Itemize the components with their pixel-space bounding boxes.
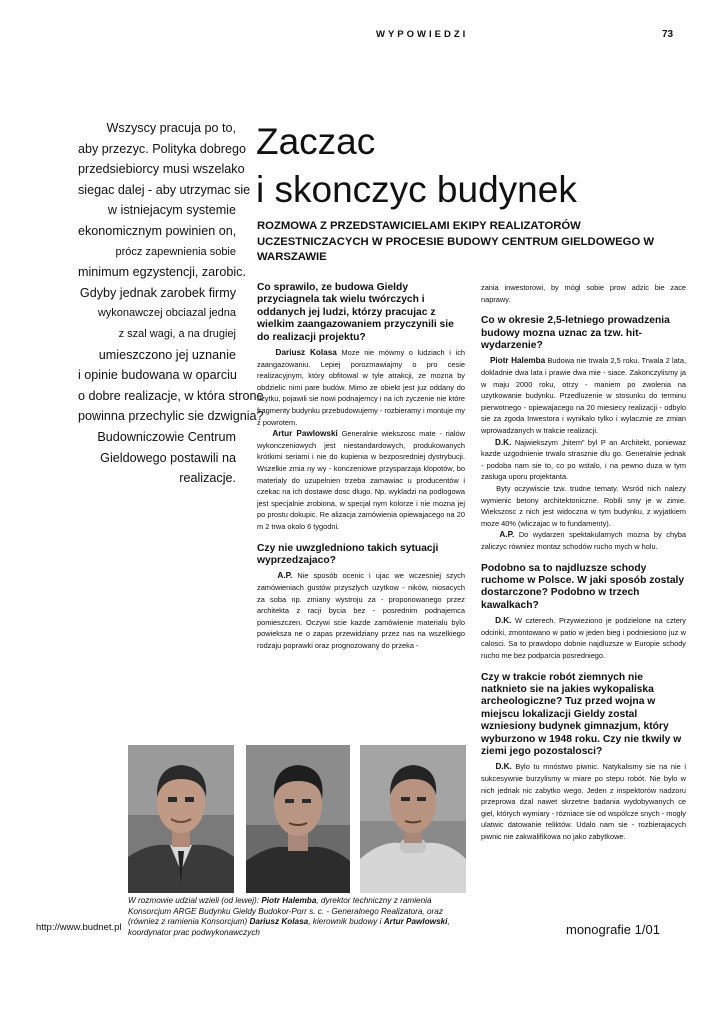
caption-person-name: Artur Pawlowski	[383, 917, 448, 927]
speaker-name: D.K.	[495, 762, 512, 772]
portrait-photo-left	[128, 745, 234, 893]
pull-quote-line: i opinie budowana w oparciu	[78, 368, 237, 383]
answer-text: W czterech. Przywieziono je podzielone na cztery odcinki, zmontowano w patio w jeden bieg i podniesiono juz w calosci. Sa to prawdopo dobnie najdluzsze w Europie schody rucho me bez podparcia posredniego.	[481, 616, 686, 660]
article-title-line: Zaczac	[256, 121, 376, 162]
interview-question: Co w okresie 2,5-letniego prowadzenia budowy mozna uznac za tzw. hit-wydarzenie?	[481, 315, 670, 351]
interview-question: Co sprawilo, ze budowa Gieldy przyciagnela tak wielu twórczych i oddanych jej ludzi, którzy pracujac z wielkim zaangazowaniem przyczynili sie do realizacji projektu?	[257, 282, 454, 343]
speaker-name: Piotr Halemba	[489, 356, 546, 366]
pull-quote-line: powinna przechylic sie dzwignia?	[78, 409, 264, 424]
speaker-name: Dariusz Kolasa	[275, 348, 337, 358]
pull-quote-line: Gdyby jednak zarobek firmy	[79, 285, 236, 300]
answer-paragraph	[257, 570, 465, 651]
article-title-line: i skonczyc budynek	[256, 169, 577, 210]
section-label: WYPOWIEDZI	[376, 29, 469, 40]
answer-paragraph	[257, 428, 465, 532]
article-subtitle-line: UCZESTNICZACYCH W PROCESIE BUDOWY CENTRUM GIELDOWEGO W WARSZAWIE	[257, 235, 655, 263]
pull-quote	[78, 118, 264, 489]
answer-text: zania inwestorowi, by mógl sobie prow adzic bie zace naprawy.	[481, 283, 686, 304]
pull-quote-line: realizacje.	[179, 471, 236, 486]
article-title	[256, 118, 577, 214]
answer-paragraph	[481, 437, 686, 483]
pull-quote-line: z szal wagi, a na drugiej	[118, 327, 236, 340]
pull-quote-line: Wszyscy pracuja po to,	[106, 121, 236, 135]
answer-paragraph	[481, 529, 686, 552]
speaker-name: A.P.	[277, 571, 293, 581]
interview-question: Czy nie uwzgledniono takich sytuacji wyprzedzajaco?	[257, 542, 439, 566]
speaker-name: Artur Pawlowski	[272, 429, 338, 439]
pull-quote-line: Gieldowego postawili na	[100, 450, 236, 465]
answer-paragraph	[257, 347, 465, 428]
answer-text: Nie sposób ocenic i ujac we wczesniej szych zamówieniach gustów przyszlych uzytkow - ników, niosacych za soba np. zmiany wystroju za - proponowanego przez architekta z racji bycia bez - posrednim podnajemca pomieszczen. Oczywi scie kazde zamówienie materialu bylo powieksza ne o zapas przewidziany przez nas na wszelkiego rodzaju poprawki oraz prognozowany do przeka -	[257, 571, 465, 650]
speaker-name: D.K.	[495, 616, 512, 626]
pull-quote-line: w istniejacym systemie	[107, 203, 236, 218]
caption-text: W rozmowie udzial wzieli (od lewej):	[128, 896, 262, 905]
page-number: 73	[662, 29, 674, 40]
answer-text: Do wydarzen spektakularnych mozna by chyba zaliczyc równiez montaz schodów rucho mych w holu.	[481, 530, 686, 551]
caption-text: , koordynator prac podwykonawczych	[128, 917, 450, 937]
caption-text: , dyrektor techniczny z ramienia Konsorcjum ARGE Budynku Gieldy Budokor-Porr s. c. - Generalnego Realizatora, oraz (równiez z ramienia Konsorcjum)	[128, 896, 443, 927]
interview-question: Podobno sa to najdluzsze schody ruchome w Polsce. W jaki sposób zostaly dostarczone? Podobno w trzech kawalkach?	[481, 562, 685, 611]
issue-label: monografie 1/01	[566, 922, 660, 937]
pull-quote-line: prócz zapewnienia sobie	[115, 245, 236, 258]
answer-text: Moze nie mówmy o ludziach i ich zaangazowaniu. Lepiej porozmawiajmy o pro cesie realizacyjnym, który obfitowal w tyle atrakcji, ze mozna by obdzielic nimi pare budów. Mimo ze obiekt jest juz oddany do uzytku, pojawili sie nowi podnajemcy i na ich zyczenie nie które fragmenty budynku przebudowujemy - rozbieramy i montuje my z powrotem.	[257, 348, 466, 427]
pull-quote-line: umieszczono jej uznanie	[98, 347, 236, 362]
pull-quote-line: o dobre realizacje, w która strone	[78, 388, 264, 403]
caption-person-name: Dariusz Kolasa	[249, 917, 309, 927]
answer-paragraph	[481, 483, 686, 529]
pull-quote-line: minimum egzystencji, zarobic.	[78, 265, 246, 280]
answer-paragraph	[481, 615, 686, 661]
answer-text: Generalnie wiekszosc mate - rialów wykonczeniowych jest niestandardowych, produkowanych krótkimi seriami i nie do kupienia w bezposredniej dystrybucji. Wszelkie zmia ny wy - konczeniowe przysparzaja klopotów, bo materialy do uzupelnien trzeba zamawiac u producentów i czekac na ich dostawe dosc dlugo. Np. wykladzi na podlogowa jest specjalnie zrobiona, w specjal nym kolorze i nie mozna jej po prostu dokupic. Re alizacja zamówienia opiewajacego na 20 m 2 trwa okolo 6 tygodni.	[257, 429, 466, 531]
interview-question: Czy w trakcie robót ziemnych nie natknieto sie na jakies wykopaliska archeologiczne? Tuz przed wojna w miejscu lokalizacji Gieldy zostal wzniesiony budynek gimnazjum, który wyburzono w 1948 roku. Czy nie tkwily w ziemi jego pozostalosci?	[481, 671, 682, 757]
answer-paragraph	[481, 355, 686, 436]
text-column-right	[481, 282, 686, 843]
answer-text: Bylo tu mnóstwo piwnic. Natykalismy sie na nie i sukcesywnie burzylismy w miare po stepu robót. Nie bylo w nich jednak nic zabytko wego. Jeden z inspektorów nadzoru przeprowa dzal nawet skrzetne badania wydobywanych ce giel, których wymiary - rózniace sie od wspólcze snych - mogly ulatwic datowanie reliktów. Udalo nam sie - rozbierajacych piwnic nie zakwalifikowa no jako zabytkowe.	[481, 762, 686, 841]
pull-quote-line: siegac dalej - aby utrzymac sie	[78, 182, 251, 197]
portrait-photo-right	[360, 745, 466, 893]
portrait-left-image	[128, 745, 234, 893]
portrait-right-image	[360, 745, 466, 893]
article-subtitle	[257, 219, 725, 266]
caption-text: , kierownik budowy i	[308, 917, 384, 927]
photo-caption	[128, 896, 476, 938]
pull-quote-line: ekonomicznym powinien on,	[78, 223, 237, 238]
website-url: http://www.budnet.pl	[36, 922, 122, 933]
article-subtitle-line: ROZMOWA Z PRZEDSTAWICIELAMI EKIPY REALIZATORÓW	[257, 220, 581, 232]
pull-quote-line: przedsiebiorcy musi wszelako	[78, 162, 245, 177]
speaker-name: D.K.	[494, 437, 512, 447]
answer-text: Budowa nie trwala 2,5 roku. Trwala 2 lata, dokladnie dwa lata i prawie dwa mie - siace. Zakonczylismy ja w maju 2000 roku, otrzy - maniem po zwolenia na uzytkowanie budynku. Przedluzenie w stosunku do terminu pierwotnego - opiewajacego na 20 miesiecy realizacji - odbylo sie za zgoda Inwestora i wynikalo tylko i wylacznie ze zmian wprowadzanych w trakcie realizacji.	[481, 356, 686, 435]
caption-person-name: Piotr Halemba	[261, 896, 317, 905]
text-column-left	[257, 282, 465, 652]
answer-paragraph	[481, 761, 686, 842]
answer-paragraph	[481, 282, 686, 305]
pull-quote-line: Budowniczowie Centrum	[97, 429, 236, 444]
pull-quote-line: aby przezyc. Polityka dobrego	[78, 141, 247, 156]
pull-quote-line: wykonawczej obciazal jedna	[97, 307, 236, 320]
answer-text: Najwiekszym „hitem” byl P an Architekt, poniewaz kazde uzgodnienie trwalo strasznie dlu go. Generalnie jednak - podoba nam sie to, co po wstalo, i na pewno duza w tym zasluga uporu projektanta.	[481, 437, 686, 482]
speaker-name: A.P.	[499, 530, 515, 540]
answer-text: Byty oczywiscie tzw. trudne tematy. Wsród nich nalezy wymienic betony architektoniczne. Robili smy je w zimie. Wiekszosc z nich jest widoczna w tym budynku, z wyjatkiem moze 40% (wliczajac w to fundamenty).	[481, 483, 686, 528]
portrait-middle-image	[246, 745, 350, 893]
portrait-photo-middle	[246, 745, 350, 893]
